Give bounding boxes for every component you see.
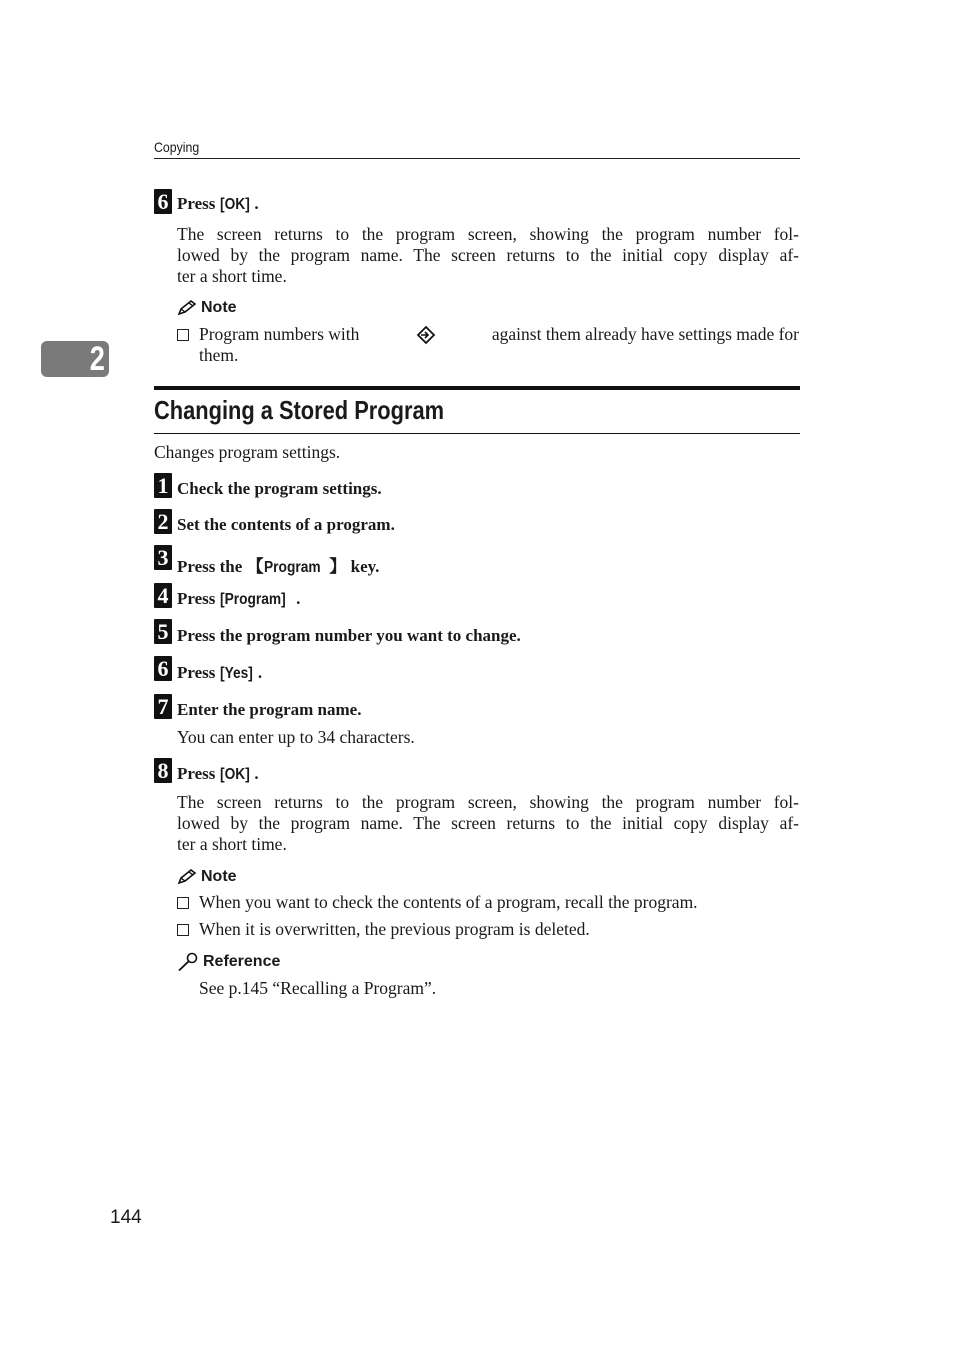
checkbox-bullet-icon	[177, 329, 189, 341]
step-instruction	[177, 589, 300, 609]
step-instruction: Set the contents of a program.	[177, 515, 395, 534]
step-instruction: Enter the program name.	[177, 700, 362, 719]
magnifier-icon	[177, 952, 199, 972]
step-text-prefix: Press	[177, 194, 220, 213]
step-text-prefix: Press the	[177, 557, 247, 576]
ui-button-label: [Yes]	[219, 665, 253, 682]
program-set-diamond-icon	[415, 325, 437, 345]
key-bracket-close: 】	[329, 557, 347, 576]
key-bracket-open: 【	[246, 557, 264, 576]
section-intro: Changes program settings.	[154, 442, 341, 462]
step-text-suffix: key.	[346, 557, 380, 576]
step-number-badge: 8	[154, 758, 172, 783]
section-rule-top	[154, 386, 800, 390]
note-bullet	[177, 919, 799, 940]
step-number-badge: 7	[154, 694, 172, 719]
step-number-badge: 6	[154, 189, 172, 214]
step-text-suffix: .	[257, 663, 263, 682]
bullet-text: When it is overwritten, the previous program is deleted.	[199, 919, 590, 939]
reference-link-text[interactable]: See p.145 “Recalling a Program”.	[199, 978, 437, 998]
page-number: 144	[110, 1207, 142, 1228]
step-number-badge: 6	[154, 656, 172, 681]
checkbox-bullet-icon	[177, 897, 189, 909]
step-instruction: Press the program number you want to change.	[177, 626, 521, 645]
step-instruction	[177, 194, 259, 214]
section-rule-bottom	[154, 433, 800, 434]
description-line: lowed by the program name. The screen returns to the initial copy display af-	[177, 813, 799, 833]
note-bullet	[177, 892, 799, 913]
step-number-badge: 2	[154, 509, 172, 534]
reference-heading	[177, 952, 280, 972]
bullet-text-suffix: against them already have settings made for	[491, 324, 799, 344]
ui-button-label: [OK]	[219, 196, 250, 213]
step-number-badge: 5	[154, 619, 172, 644]
reference-label: Reference	[203, 953, 281, 970]
step-instruction	[177, 552, 379, 577]
step-description	[177, 792, 799, 855]
bullet-text-prefix: Program numbers with	[199, 324, 360, 344]
bullet-text-continuation: them.	[199, 345, 239, 365]
chapter-tab	[41, 341, 109, 377]
section-title: Changing a Stored Program	[154, 395, 445, 425]
step-instruction	[177, 764, 259, 784]
pencil-icon	[177, 300, 197, 316]
step-detail: You can enter up to 34 characters.	[177, 727, 415, 747]
step-instruction: Check the program settings.	[177, 479, 382, 498]
pencil-icon	[177, 869, 197, 885]
bullet-text: When you want to check the contents of a program, recall the program.	[199, 892, 698, 912]
step-number-badge: 4	[154, 583, 172, 608]
step-text-suffix: .	[254, 194, 259, 213]
step-number-badge: 3	[154, 545, 172, 570]
note-label: Note	[201, 299, 237, 316]
description-line: ter a short time.	[177, 834, 287, 854]
step-text-prefix: Press	[177, 589, 220, 608]
chapter-number: 2	[89, 340, 105, 378]
hardware-key-label: Program	[263, 559, 321, 576]
description-line: The screen returns to the program screen, showing the program number fol-	[177, 792, 799, 812]
step-description	[177, 224, 799, 287]
step-text-suffix: .	[254, 764, 259, 783]
step-text-prefix: Press	[177, 663, 220, 682]
note-bullet	[177, 324, 799, 366]
step-instruction	[177, 663, 262, 683]
ui-button-label: [Program]	[219, 591, 286, 608]
step-text-suffix: .	[296, 589, 301, 608]
note-heading	[177, 868, 237, 886]
header-rule	[154, 158, 800, 159]
note-heading	[177, 299, 237, 317]
ui-button-label: [OK]	[219, 766, 250, 783]
step-number-badge: 1	[154, 473, 172, 498]
running-header: Copying	[154, 139, 200, 155]
description-line: lowed by the program name. The screen returns to the initial copy display af-	[177, 245, 799, 265]
description-line: ter a short time.	[177, 266, 287, 286]
note-label: Note	[201, 868, 237, 885]
description-line: The screen returns to the program screen, showing the program number fol-	[177, 224, 799, 244]
step-text-prefix: Press	[177, 764, 220, 783]
checkbox-bullet-icon	[177, 924, 189, 936]
